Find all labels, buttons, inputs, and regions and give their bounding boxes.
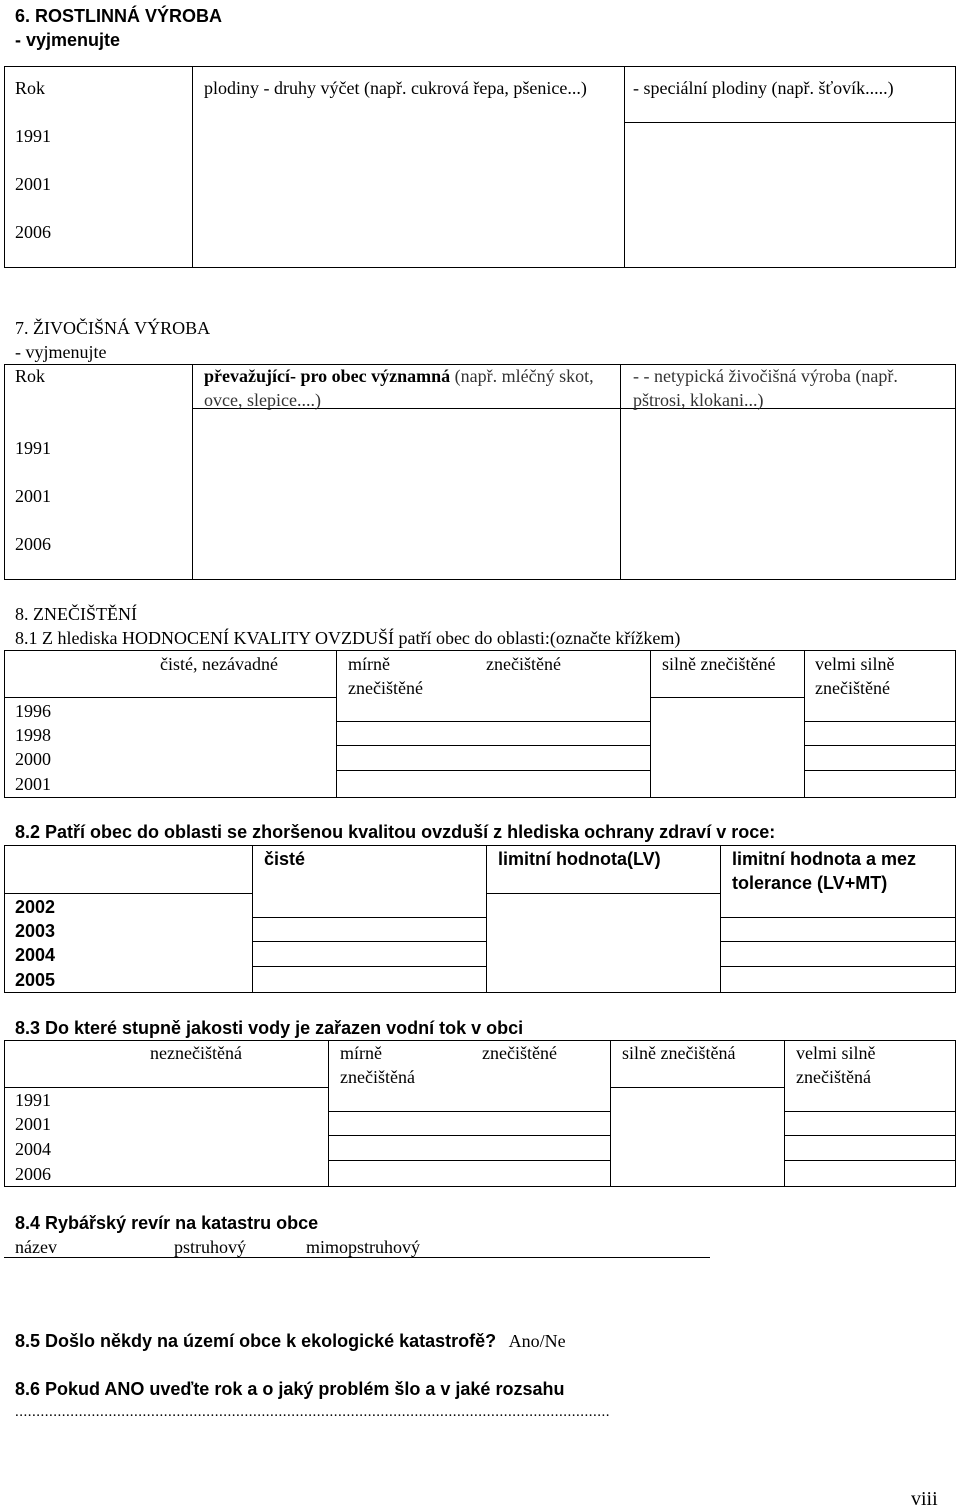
table-divider bbox=[804, 650, 805, 797]
table-divider bbox=[336, 721, 650, 722]
year-label: 2004 bbox=[15, 1139, 51, 1159]
table-divider bbox=[804, 745, 955, 746]
year-label: 2004 bbox=[15, 945, 56, 965]
col-header: velmi silně znečištěné bbox=[815, 654, 895, 698]
year-label: 2001 bbox=[15, 486, 51, 506]
col-header: čisté, nezávadné bbox=[160, 654, 278, 674]
q85-title: 8.5 Došlo někdy na území obce k ekologické katastrofě? bbox=[15, 1331, 497, 1351]
table-divider bbox=[328, 1040, 329, 1186]
q85 bbox=[15, 1329, 566, 1353]
table-divider bbox=[784, 1135, 955, 1136]
q85-answer: Ano/Ne bbox=[508, 1331, 566, 1351]
section-8-title: 8. ZNEČIŠTĚNÍ bbox=[15, 604, 137, 624]
col-header-year: Rok bbox=[15, 78, 46, 98]
table-divider bbox=[336, 745, 650, 746]
section-7-subtitle: - vyjmenujte bbox=[15, 342, 107, 362]
col-header-atypical: - - netypická živočišná výroba (např. pštrosi, klokani...) bbox=[633, 366, 898, 410]
table-divider bbox=[720, 845, 721, 992]
year-label: 1991 bbox=[15, 1090, 51, 1110]
col-header-year: Rok bbox=[15, 366, 46, 386]
table-divider bbox=[328, 1135, 610, 1136]
year-label: 1998 bbox=[15, 725, 51, 745]
col-header: neznečištěná bbox=[150, 1043, 242, 1063]
col-header: mírně znečištěné bbox=[348, 654, 423, 698]
section-6-title: 6. ROSTLINNÁ VÝROBA bbox=[15, 6, 223, 26]
underline bbox=[4, 1257, 710, 1258]
table-divider bbox=[784, 1111, 955, 1112]
year-label: 2001 bbox=[15, 774, 51, 794]
table-divider bbox=[804, 770, 955, 771]
q82-title: 8.2 Patří obec do oblasti se zhoršenou kvalitou ovzduší z hlediska ochrany zdraví v roce: bbox=[15, 822, 776, 842]
table-divider bbox=[650, 650, 651, 797]
answer-dots: ............................................................................................................................................ bbox=[15, 1404, 610, 1420]
table-divider bbox=[4, 1087, 328, 1088]
table-divider bbox=[486, 893, 720, 894]
table-divider bbox=[192, 66, 193, 267]
table-divider bbox=[4, 697, 336, 698]
year-label: 2003 bbox=[15, 921, 56, 941]
col-header: pstruhový bbox=[174, 1237, 246, 1257]
table-divider bbox=[336, 770, 650, 771]
table-divider bbox=[328, 1160, 610, 1161]
col-header: znečištěné bbox=[486, 654, 561, 674]
year-label: 2005 bbox=[15, 970, 56, 990]
table-divider bbox=[720, 941, 955, 942]
table-divider bbox=[804, 721, 955, 722]
table-divider bbox=[252, 917, 486, 918]
year-label: 2006 bbox=[15, 222, 51, 242]
table-divider bbox=[610, 1087, 784, 1088]
table-divider bbox=[252, 845, 253, 992]
year-label: 2001 bbox=[15, 174, 51, 194]
col-header-special: - speciální plodiny (např. šťovík.....) bbox=[633, 78, 894, 98]
col-header: silně znečištěné bbox=[662, 654, 776, 674]
col-header: čisté bbox=[264, 849, 306, 869]
table-divider bbox=[192, 364, 193, 579]
table-air-quality bbox=[4, 650, 956, 798]
table-divider bbox=[486, 845, 487, 992]
col-header: limitní hodnota(LV) bbox=[498, 849, 661, 869]
table-divider bbox=[784, 1040, 785, 1186]
table-divider bbox=[624, 66, 625, 267]
col-header: mírně znečištěná bbox=[340, 1043, 415, 1087]
year-label: 2006 bbox=[15, 534, 51, 554]
col-header: limitní hodnota a mez tolerance (LV+MT) bbox=[732, 849, 917, 893]
col-header: znečištěné bbox=[482, 1043, 557, 1063]
table-divider bbox=[784, 1160, 955, 1161]
col-header-main-rest: (např. mléčný skot, ovce, slepice....) bbox=[204, 366, 594, 410]
year-label: 1991 bbox=[15, 126, 51, 146]
table-divider bbox=[650, 697, 804, 698]
col-header-main-bold: převažující- pro obec významná bbox=[204, 366, 451, 386]
section-6-subtitle: - vyjmenujte bbox=[15, 30, 121, 50]
year-label: 2001 bbox=[15, 1114, 51, 1134]
year-label: 1991 bbox=[15, 438, 51, 458]
table-divider bbox=[720, 966, 955, 967]
table-divider bbox=[620, 364, 621, 579]
table-divider bbox=[720, 917, 955, 918]
page-number: viii bbox=[911, 1488, 938, 1510]
q84-title: 8.4 Rybářský revír na katastru obce bbox=[15, 1213, 319, 1233]
year-label: 2000 bbox=[15, 749, 51, 769]
table-divider bbox=[336, 650, 337, 797]
q83-title: 8.3 Do které stupně jakosti vody je zařazen vodní tok v obci bbox=[15, 1018, 524, 1038]
year-label: 2002 bbox=[15, 897, 56, 917]
col-header: silně znečištěná bbox=[622, 1043, 736, 1063]
col-header-main bbox=[204, 364, 614, 412]
table-divider bbox=[252, 941, 486, 942]
year-label: 2006 bbox=[15, 1164, 51, 1184]
table-divider bbox=[328, 1111, 610, 1112]
table-divider bbox=[610, 1040, 611, 1186]
q81-title: 8.1 Z hlediska HODNOCENÍ KVALITY OVZDUŠÍ patří obec do oblasti:(označte křížkem) bbox=[15, 628, 681, 648]
table-divider bbox=[624, 122, 955, 123]
year-label: 1996 bbox=[15, 701, 51, 721]
table-divider bbox=[4, 893, 252, 894]
col-header: název bbox=[15, 1237, 57, 1257]
col-header: velmi silně znečištěná bbox=[796, 1043, 876, 1087]
col-header-crops: plodiny - druhy výčet (např. cukrová řepa, pšenice...) bbox=[204, 78, 587, 98]
col-header: mimopstruhový bbox=[306, 1237, 421, 1257]
section-7-title: 7. ŽIVOČIŠNÁ VÝROBA bbox=[15, 318, 211, 338]
q86-title: 8.6 Pokud ANO uveďte rok a o jaký problém šlo a v jaké rozsahu bbox=[15, 1379, 565, 1399]
table-divider bbox=[252, 966, 486, 967]
